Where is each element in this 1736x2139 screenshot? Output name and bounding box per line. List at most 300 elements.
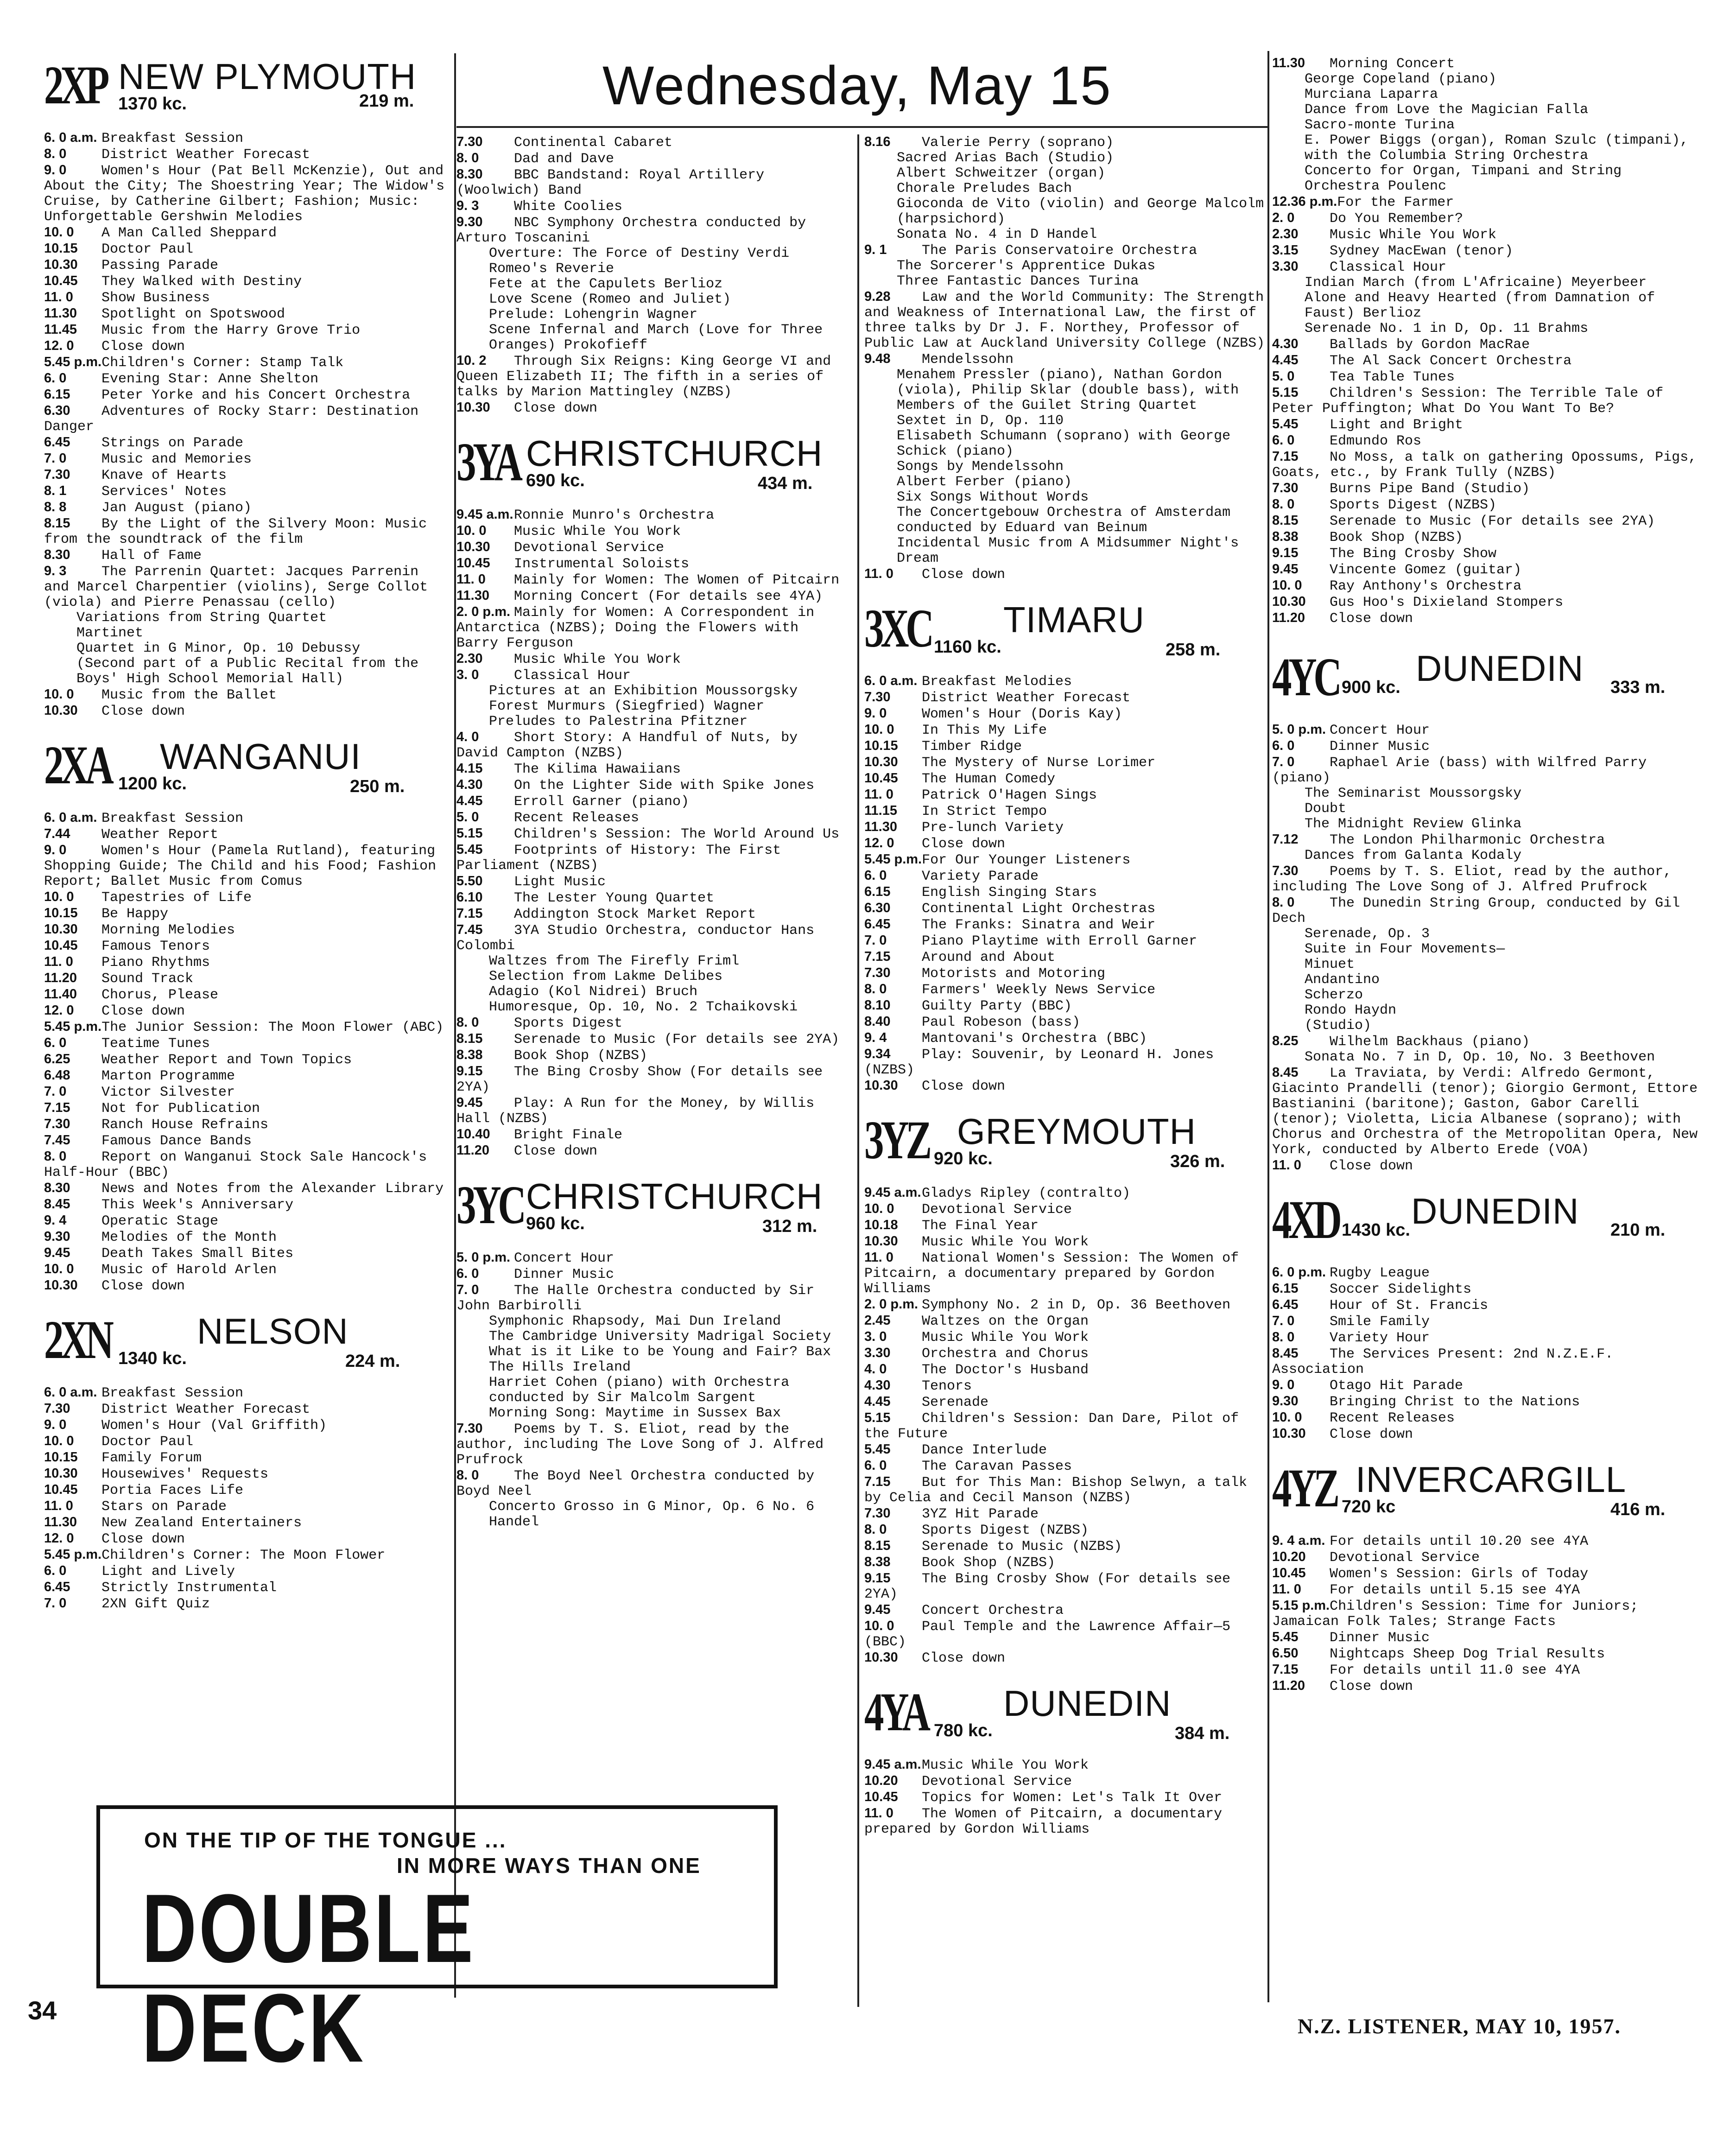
programme-entry (1272, 210, 1698, 227)
programme-title: Addington Stock Market Report (514, 907, 756, 922)
programme-title: Classical Hour (514, 668, 631, 684)
station-metres: 434 m. (758, 474, 813, 493)
programme-title: Light Music (514, 874, 606, 890)
programme-entry (864, 259, 1267, 274)
programme-time: 5. 0 p.m. (456, 1250, 511, 1265)
programme-title: Be Happy (101, 906, 169, 922)
programme-time: 7. 0 (1272, 1314, 1295, 1328)
programme-time: 10. 0 (864, 1201, 894, 1216)
programme-entry (864, 1571, 1267, 1602)
programme-entry (864, 706, 1267, 722)
programme-title: Serenade to Music (For details see 2YA) (1330, 514, 1655, 529)
programme-entry (864, 722, 1267, 738)
programme-title: George Copeland (piano) (1305, 71, 1497, 87)
programme-title: Marton Programme (101, 1068, 235, 1084)
programme-time: 6.45 (864, 917, 891, 932)
programme-list-2xa (44, 810, 452, 1294)
programme-time: 6.48 (44, 1068, 70, 1083)
column-rule (1267, 51, 1269, 2002)
programme-title: Book Shop (NZBS) (922, 1555, 1056, 1571)
station-call: 3YA (456, 432, 520, 492)
programme-title: The London Philharmonic Orchestra (1330, 832, 1605, 848)
programme-entry (44, 626, 452, 641)
programme-title: Serenade No. 1 in D, Op. 11 Brahms (1305, 321, 1589, 336)
programme-title: Ronnie Munro's Orchestra (514, 508, 715, 523)
programme-title: The Hills Ireland (489, 1359, 631, 1375)
programme-entry (456, 1266, 841, 1282)
programme-title: Music While You Work (514, 524, 681, 540)
programme-title: Otago Hit Parade (1330, 1378, 1464, 1394)
programme-title: Rugby League (1330, 1265, 1430, 1281)
programme-entry (44, 1229, 452, 1245)
programme-title: Gioconda de Vito (violin) and George Malcolm (harpsichord) (897, 196, 1273, 227)
programme-title: Short Story: A Handful of Nuts, by David Campton (NZBS) (456, 730, 806, 761)
programme-entry (1272, 1662, 1698, 1678)
programme-title: Mainly for Women: The Women of Pitcairn (514, 572, 840, 588)
programme-entry (1272, 194, 1698, 210)
programme-entry (44, 1278, 452, 1294)
programme-title: The Doctor's Husband (922, 1362, 1089, 1378)
programme-entry (864, 901, 1267, 917)
programme-title: Poems by T. S. Eliot, read by the author, including The Love Song of J. Alfred Prufrock (456, 1422, 832, 1468)
programme-title: A Man Called Sheppard (101, 225, 277, 241)
programme-title: Edmundo Ros (1330, 433, 1422, 449)
programme-time: 10. 0 (44, 889, 74, 904)
programme-time: 9.30 (456, 215, 483, 229)
programme-entry (44, 1181, 452, 1197)
programme-entry (44, 954, 452, 971)
programme-entry (44, 1197, 452, 1213)
programme-entry (864, 1218, 1267, 1234)
programme-time: 9.15 (864, 1571, 891, 1586)
programme-title: The Human Comedy (922, 771, 1056, 787)
programme-entry (44, 906, 452, 922)
programme-time: 5.45 (1272, 417, 1299, 432)
programme-entry (1272, 1646, 1698, 1662)
programme-time: 12. 0 (864, 836, 894, 851)
programme-entry (1272, 972, 1698, 988)
programme-time: 5.45 p.m. (44, 355, 102, 369)
station-name: WANGANUI (160, 736, 361, 777)
station-metres: 219 m. (359, 91, 414, 111)
programme-time: 9. 4 (864, 1030, 887, 1045)
programme-time: 7.45 (44, 1133, 70, 1148)
programme-title: Children's Session: The World Around Us (514, 826, 840, 842)
advertisement-box (96, 1805, 778, 2082)
programme-entry (864, 949, 1267, 965)
programme-title: English Singing Stars (922, 885, 1097, 901)
programme-title: Overture: The Force of Destiny Verdi (489, 246, 790, 261)
programme-time: 8.30 (456, 167, 483, 182)
programme-title: Continental Light Orchestras (922, 901, 1156, 917)
station-header-3ya (456, 432, 841, 504)
programme-title: Fete at the Capulets Berlioz (489, 276, 723, 292)
programme-title: Prelude: Lohengrin Wagner (489, 307, 698, 323)
programme-entry (864, 917, 1267, 933)
programme-title: Close down (1330, 1679, 1413, 1695)
programme-title: Serenade (922, 1395, 989, 1410)
programme-time: 9.45 a.m. (864, 1185, 921, 1200)
programme-title: Law and the World Community: The Strength and Weakness of International Law, the first of three talks by Dr J. F. Northey, Professor of Public Law at Auckland University College (NZBS) (864, 290, 1273, 351)
station-call: 3YC (456, 1174, 523, 1235)
programme-title: Sonata No. 4 in D Handel (897, 227, 1097, 242)
programme-title: Breakfast Session (101, 1385, 244, 1401)
programme-entry (44, 371, 452, 387)
programme-entry (456, 198, 841, 215)
programme-title: Timber Ridge (922, 739, 1022, 755)
programme-entry (1272, 449, 1705, 481)
programme-title: Women's Hour (Val Griffith) (101, 1418, 327, 1434)
programme-list-3yc (456, 1250, 841, 1530)
programme-time: 10.30 (864, 1650, 898, 1665)
programme-entry (1272, 1018, 1698, 1034)
programme-entry (1272, 755, 1698, 786)
programme-title: The Junior Session: The Moon Flower (ABC) (101, 1020, 444, 1035)
programme-entry (1272, 336, 1698, 353)
station-metres: 250 m. (350, 777, 405, 796)
programme-entry (44, 467, 452, 483)
station-name: DUNEDIN (1411, 1191, 1579, 1231)
programme-entry (1272, 1297, 1698, 1314)
programme-entry (456, 714, 841, 730)
programme-entry (44, 130, 452, 146)
station-name: NELSON (197, 1311, 348, 1352)
programme-title: Close down (1330, 611, 1413, 627)
programme-time: 9. 3 (44, 564, 67, 578)
programme-entry (1272, 1265, 1698, 1281)
programme-entry (864, 1757, 1267, 1773)
programme-entry (1272, 56, 1698, 72)
station-metres: 326 m. (1170, 1152, 1225, 1171)
programme-entry (456, 1375, 841, 1406)
programme-entry (1272, 529, 1698, 546)
programme-title: BBC Bandstand: Royal Artillery (Woolwich) Band (456, 167, 773, 198)
programme-time: 8.38 (864, 1555, 891, 1569)
programme-time: 8. 0 (1272, 895, 1295, 910)
programme-time: 8.30 (44, 1181, 70, 1195)
programme-entry (44, 922, 452, 938)
programme-title: Chorale Preludes Bach (897, 181, 1072, 197)
programme-title: What is it Like to be Young and Fair? Bax (489, 1344, 831, 1360)
programme-title: Play: A Run for the Money, by Willis Hall (NZBS) (456, 1096, 823, 1127)
programme-time: 9.15 (1272, 546, 1299, 560)
programme-title: Ranch House Refrains (101, 1117, 269, 1133)
programme-time: 7.30 (44, 1401, 70, 1416)
programme-time: 6.15 (864, 884, 891, 899)
programme-list-2xn (44, 1385, 452, 1612)
programme-entry (1272, 291, 1698, 321)
programme-title: Serenade to Music (NZBS) (922, 1539, 1122, 1555)
programme-title: Passing Parade (101, 258, 219, 273)
programme-entry (44, 1019, 452, 1035)
programme-title: Knave of Hearts (101, 468, 227, 483)
programme-entry (44, 826, 452, 843)
programme-time: 9. 0 (864, 706, 887, 721)
programme-title: Famous Tenors (101, 939, 210, 954)
station-name: DUNEDIN (1416, 648, 1584, 689)
programme-time: 9.45 (456, 1095, 483, 1110)
programme-entry (44, 1213, 452, 1229)
column-1 (44, 53, 452, 1612)
programme-time: 6. 0 (44, 1563, 67, 1578)
programme-time: 7.30 (44, 467, 70, 482)
programme-title: Teatime Tunes (101, 1036, 210, 1052)
programme-title: Doctor Paul (101, 241, 194, 257)
programme-time: 7. 0 (44, 1596, 67, 1611)
header-rule (456, 126, 1267, 128)
programme-title: Family Forum (101, 1450, 202, 1466)
programme-title: The Services Present: 2nd N.Z.E.F. Association (1272, 1346, 1622, 1377)
programme-title: Children's Session: The Terrible Tale of Peter Puffington; What Do You Want To Be? (1272, 386, 1672, 417)
station-call: 2XN (44, 1309, 111, 1370)
programme-time: 4. 0 (456, 730, 479, 744)
programme-time: 10.30 (44, 703, 78, 718)
column-rule (857, 134, 859, 2007)
programme-time: 6.30 (864, 901, 891, 915)
programme-time: 6. 0 (44, 1035, 67, 1050)
programme-entry (44, 564, 452, 610)
programme-title: Songs by Mendelssohn (897, 459, 1064, 475)
programme-entry (864, 1313, 1267, 1329)
programme-entry (44, 1117, 452, 1133)
programme-entry (456, 292, 841, 307)
programme-title: Breakfast Melodies (922, 674, 1072, 690)
programme-title: The Parrenin Quartet: Jacques Parrenin and Marcel Charpentier (violins), Serge Collot (viola) and Pierre Penassau (cello) (44, 564, 437, 610)
programme-time: 6.45 (1272, 1297, 1299, 1312)
programme-entry (456, 1047, 841, 1064)
programme-time: 10.30 (864, 755, 898, 769)
programme-entry (456, 134, 841, 151)
programme-time: 10. 0 (864, 1619, 894, 1633)
programme-list-3yz (864, 1185, 1267, 1666)
programme-time: 7.30 (864, 965, 891, 980)
programme-entry (864, 368, 1267, 413)
programme-time: 6. 0 a.m. (864, 673, 918, 688)
programme-list-4yz (1272, 1533, 1698, 1695)
programme-entry (44, 451, 452, 467)
programme-title: Children's Session: Dan Dare, Pilot of the Future (864, 1411, 1248, 1442)
programme-entry (456, 1329, 841, 1345)
programme-title: Minuet (1305, 957, 1355, 972)
programme-title: New Zealand Entertainers (101, 1515, 302, 1531)
programme-time: 10.45 (1272, 1566, 1306, 1580)
programme-entry (864, 803, 1267, 819)
programme-entry (44, 971, 452, 987)
programme-title: On the Lighter Side with Spike Jones (514, 778, 815, 793)
programme-entry (456, 1095, 841, 1127)
programme-title: Bright Finale (514, 1127, 623, 1143)
programme-entry (1272, 594, 1698, 610)
programme-time: 8.38 (456, 1047, 483, 1062)
programme-entry (44, 1563, 452, 1580)
programme-time: 3. 0 (864, 1329, 887, 1344)
programme-time: 8.45 (44, 1197, 70, 1212)
programme-entry (456, 684, 841, 699)
programme-entry (1272, 321, 1698, 336)
programme-title: Music While You Work (922, 1330, 1089, 1346)
column-4 (1272, 56, 1706, 1695)
programme-entry (44, 687, 452, 703)
programme-entry (864, 852, 1267, 868)
programme-entry (864, 868, 1267, 884)
programme-time: 9.30 (1272, 1394, 1299, 1409)
programme-entry (44, 306, 452, 322)
programme-time: 2. 0 p.m. (864, 1297, 919, 1312)
programme-title: Symphonic Rhapsody, Mai Dun Ireland (489, 1314, 781, 1329)
programme-entry (864, 429, 1267, 459)
programme-time: 7. 0 (456, 1282, 479, 1297)
programme-title: Close down (514, 400, 598, 416)
programme-entry (456, 1143, 841, 1159)
programme-title: For details until 5.15 see 4YA (1330, 1582, 1580, 1598)
programme-title: The Franks: Sinatra and Weir (922, 917, 1156, 933)
programme-title: Close down (101, 339, 185, 355)
programme-entry (864, 1555, 1267, 1571)
programme-list-3ya (456, 507, 841, 1159)
programme-time: 9.45 a.m. (456, 507, 513, 522)
programme-title: La Traviata, by Verdi: Alfredo Germont, Giacinto Prandelli (tenor); Giorgio Germont, Ettore Bastianini (baritone); Gaston, Gabor Carelli (tenor); Violetta, Licia Albanese (soprano); with Chorus and Orchestra of the Metropolitan Opera, New York, conducted by Alberto Erede (VOA) (1272, 1066, 1706, 1158)
programme-time: 10.30 (44, 257, 78, 272)
programme-title: Elisabeth Schumann (soprano) with George Schick (piano) (897, 428, 1239, 459)
programme-time: 6.15 (1272, 1281, 1299, 1296)
programme-title: Play: Souvenir, by Leonard H. Jones (NZBS) (864, 1047, 1223, 1078)
station-metres: 312 m. (762, 1217, 817, 1236)
programme-title: The Bing Crosby Show (For details see 2YA) (456, 1064, 831, 1095)
programme-title: Sacred Arias Bach (Studio) (897, 150, 1114, 166)
station-header-4xd (1272, 1189, 1698, 1262)
programme-title: Hour of St. Francis (1330, 1298, 1489, 1314)
programme-title: Sonata No. 7 in D, Op. 10, No. 3 Beethoven (1305, 1049, 1655, 1065)
programme-title: The Final Year (922, 1218, 1039, 1234)
programme-title: The Kilima Hawaiians (514, 762, 681, 777)
programme-title: White Coolies (514, 199, 623, 215)
programme-list-3yz-continued (864, 134, 1273, 583)
programme-title: Recent Releases (514, 810, 640, 826)
programme-entry (864, 1201, 1267, 1218)
programme-time: 10.30 (864, 1234, 898, 1249)
programme-title: Incidental Music from A Midsummer Night's Dream (897, 535, 1248, 566)
programme-title: District Weather Forecast (101, 147, 310, 163)
station-header-4ya (864, 1682, 1267, 1754)
programme-entry (864, 1014, 1267, 1030)
station-kc: 1200 kc. (118, 774, 187, 793)
page-footer: N.Z. LISTENER, MAY 10, 1957. (1298, 2014, 1621, 2038)
programme-entry (44, 641, 452, 656)
programme-entry (1272, 259, 1698, 275)
programme-title: Close down (922, 1650, 1006, 1666)
programme-title: Strictly Instrumental (101, 1580, 277, 1596)
programme-time: 9.48 (864, 351, 891, 366)
programme-time: 9. 4 (44, 1213, 67, 1228)
programme-time: 12. 0 (44, 1531, 74, 1546)
programme-time: 10. 0 (1272, 578, 1302, 593)
programme-entry (456, 540, 841, 556)
programme-entry (1272, 1678, 1698, 1695)
programme-entry (44, 1149, 452, 1181)
programme-entry (44, 1482, 452, 1498)
station-name: TIMARU (1003, 599, 1145, 640)
programme-entry (864, 490, 1267, 505)
programme-title: Close down (922, 567, 1006, 583)
programme-title: Albert Schweitzer (organ) (897, 165, 1106, 181)
programme-entry (456, 588, 841, 604)
programme-entry (456, 984, 841, 1000)
programme-entry (864, 1410, 1267, 1442)
programme-time: 8.45 (1272, 1346, 1299, 1361)
programme-entry (456, 277, 841, 292)
programme-title: Love Scene (Romeo and Juliet) (489, 292, 731, 307)
programme-title: Dinner Music (1330, 1630, 1430, 1646)
programme-title: Music from the Harry Grove Trio (101, 323, 361, 338)
programme-entry (1272, 1426, 1698, 1442)
programme-entry (456, 1468, 841, 1499)
programme-title: Tea Table Tunes (1330, 369, 1455, 385)
programme-entry (456, 507, 841, 523)
programme-time: 8.16 (864, 134, 891, 149)
programme-entry (864, 413, 1267, 429)
programme-entry (1272, 243, 1698, 259)
programme-title: NBC Symphony Orchestra conducted by Arturo Toscanini (456, 215, 815, 246)
programme-entry (44, 1580, 452, 1596)
programme-title: Weather Report (101, 827, 219, 843)
programme-title: Bringing Christ to the Nations (1330, 1394, 1580, 1410)
programme-entry (1272, 957, 1698, 972)
programme-entry (864, 151, 1267, 166)
station-kc: 690 kc. (526, 471, 585, 490)
programme-time: 10. 0 (1272, 1410, 1302, 1425)
programme-title: Poems by T. S. Eliot, read by the author, including The Love Song of J. Alfred Prufrock (1272, 864, 1680, 895)
programme-entry (456, 842, 841, 874)
programme-title: They Walked with Destiny (101, 274, 302, 290)
programme-time: 5.15 (1272, 385, 1299, 400)
programme-entry (1272, 1598, 1698, 1630)
programme-entry (44, 322, 452, 338)
programme-entry (1272, 1394, 1698, 1410)
programme-title: Classical Hour (1330, 260, 1447, 275)
programme-entry (1272, 497, 1698, 513)
programme-title: Morning Melodies (101, 922, 235, 938)
programme-time: 6. 0 (456, 1266, 479, 1281)
programme-title: Menahem Pressler (piano), Nathan Gordon (viola), Philip Sklar (double bass), with Members of the Guilet String Quartet (897, 367, 1248, 413)
programme-time: 9. 3 (456, 198, 479, 213)
programme-time: 5.50 (456, 874, 483, 889)
programme-title: Doctor Paul (101, 1434, 194, 1450)
programme-time: 11. 0 (864, 566, 893, 581)
programme-entry (44, 387, 452, 403)
programme-time: 6. 0 (864, 868, 887, 883)
programme-time: 8. 0 (864, 1522, 887, 1537)
programme-title: The Halle Orchestra conducted by Sir John Barbirolli (456, 1283, 823, 1314)
station-header-4yc (1272, 647, 1698, 719)
programme-time: 7.30 (864, 690, 891, 705)
programme-entry (456, 1000, 841, 1015)
programme-entry (1272, 1410, 1698, 1426)
station-header-2xp (44, 55, 452, 127)
programme-entry (1272, 738, 1698, 755)
programme-time: 11. 0 (456, 572, 486, 587)
programme-title: Symphony No. 2 in D, Op. 36 Beethoven (922, 1297, 1231, 1313)
programme-title: Morning Concert (1330, 56, 1455, 72)
programme-title: Jan August (piano) (101, 500, 252, 516)
programme-time: 10.45 (44, 1482, 78, 1497)
programme-entry (1272, 562, 1698, 578)
programme-title: Strings on Parade (101, 435, 244, 451)
programme-title: Smile Family (1330, 1314, 1430, 1330)
programme-entry (44, 547, 452, 564)
programme-entry (1272, 801, 1698, 817)
programme-title: Close down (101, 1003, 185, 1019)
programme-time: 8. 0 (456, 1468, 479, 1483)
